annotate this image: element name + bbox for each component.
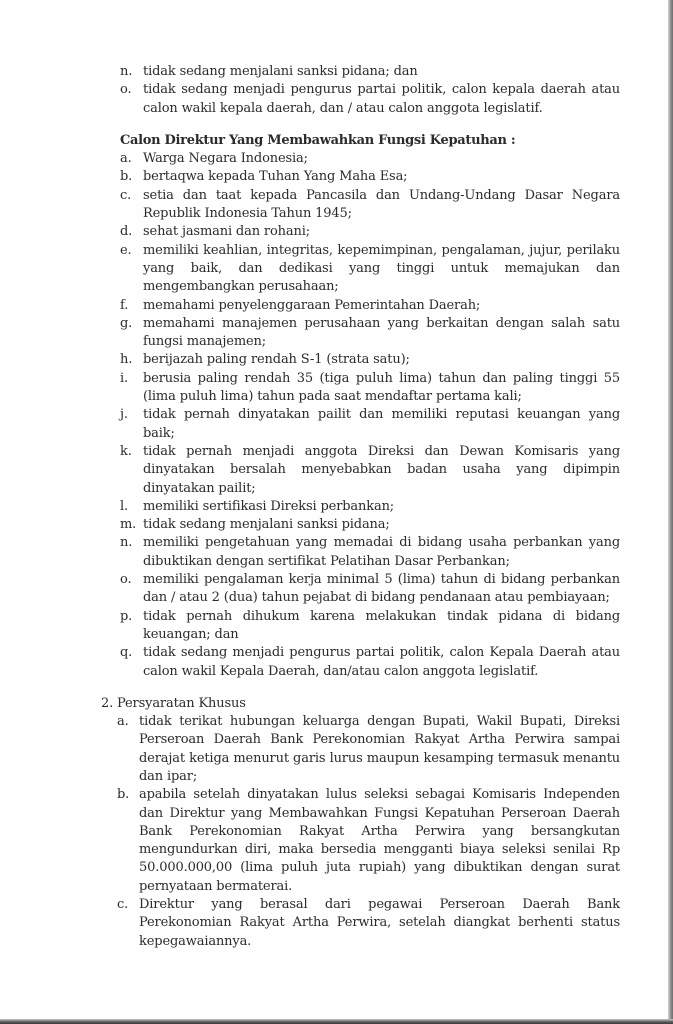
list-item-text: tidak pernah dinyatakan pailit dan memiliki reputasi keuangan yang baik;	[143, 407, 620, 441]
list-item	[120, 242, 620, 297]
section-heading-director: Calon Direktur Yang Membawahkan Fungsi Kepatuhan :	[120, 132, 516, 148]
list-item-text: tidak pernah dihukum karena melakukan tindak pidana di bidang keuangan; dan	[143, 608, 620, 642]
list-item-text: tidak sedang menjadi pengurus partai politik, calon Kepala Daerah atau calon wakil Kepala Daerah, dan/atau calon anggota legislatif.	[143, 645, 620, 679]
list-item-label: f.	[120, 297, 129, 313]
scan-edge-right	[668, 0, 673, 1024]
list-item-text: sehat jasmani dan rohani;	[143, 224, 310, 240]
list-item	[120, 498, 620, 516]
list-item-label: m.	[120, 517, 137, 533]
list-item	[120, 351, 620, 369]
list-item-text: memiliki keahlian, integritas, kepemimpinan, pengalaman, jujur, perilaku yang baik, dan dedikasi yang tinggi untuk memajukan dan mengembangkan perusahaan;	[143, 242, 620, 295]
list-item-text: berusia paling rendah 35 (tiga puluh lima) tahun dan paling tinggi 55 (lima puluh lima) tahun pada saat mendaftar pertama kali;	[143, 370, 620, 405]
special-requirements-list	[117, 713, 620, 951]
list-item	[120, 644, 620, 681]
list-item	[120, 297, 620, 315]
list-item-label: n.	[120, 64, 133, 79]
list-item	[120, 187, 620, 224]
list-item	[117, 713, 620, 786]
list-item-label: c.	[117, 897, 129, 913]
list-item-label: b.	[117, 787, 130, 803]
list-item-label: l.	[120, 498, 128, 514]
director-requirements-list	[120, 150, 620, 681]
list-item	[120, 223, 620, 241]
list-item-label: e.	[120, 242, 132, 258]
section-title	[101, 695, 620, 713]
page-content	[0, 63, 673, 951]
list-item-label: n.	[120, 535, 133, 551]
list-item-text: memiliki pengetahuan yang memadai di bidang usaha perbankan yang dibuktikan dengan sertifikat Pelatihan Dasar Perbankan;	[143, 535, 620, 569]
list-item-label: j.	[120, 407, 128, 423]
list-item	[117, 786, 620, 896]
list-item	[120, 81, 620, 118]
list-item-label: q.	[120, 645, 133, 661]
list-item	[120, 168, 620, 186]
list-item	[120, 63, 620, 81]
list-item-text: memahami penyelenggaraan Pemerintahan Daerah;	[143, 297, 481, 313]
list-item-label: k.	[120, 443, 132, 459]
list-item	[120, 315, 620, 352]
list-item	[120, 571, 620, 608]
list-item-text: apabila setelah dinyatakan lulus seleksi sebagai Komisaris Independen dan Direktur yang Membawahkan Fungsi Kepatuhan Perseroan Daerah Bank Perekonomian Rakyat Artha Perwira yang bersangkutan mengundurkan diri, maka bersedia mengganti biaya seleksi senilai Rp 50.000.000,00 (lima puluh juta rupiah) yang dibuktikan dengan surat pernyataan bermaterai.	[139, 787, 620, 894]
list-item	[120, 608, 620, 645]
section-special-requirements	[101, 695, 620, 951]
list-item-label: b.	[120, 169, 133, 185]
list-item-text: bertaqwa kepada Tuhan Yang Maha Esa;	[143, 169, 408, 185]
list-item-text: memiliki sertifikasi Direksi perbankan;	[143, 498, 395, 514]
section-title-text: Persyaratan Khusus	[117, 695, 246, 711]
list-item-text: berijazah paling rendah S-1 (strata satu);	[143, 352, 410, 368]
list-item-text: tidak sedang menjalani sanksi pidana;	[143, 517, 390, 533]
list-item-label: h.	[120, 352, 133, 368]
list-item-text: tidak pernah menjadi anggota Direksi dan Dewan Komisaris yang dinyatakan bersalah menyebabkan badan usaha yang dipimpin dinyatakan pailit;	[143, 443, 620, 496]
list-item-label: a.	[120, 151, 132, 167]
list-item	[120, 534, 620, 571]
list-item-text: tidak sedang menjalani sanksi pidana; dan	[143, 64, 418, 79]
list-item	[120, 443, 620, 498]
list-item-text: tidak terikat hubungan keluarga dengan Bupati, Wakil Bupati, Direksi Perseroan Daerah Bank Perekonomian Rakyat Artha Perwira sampai derajat ketiga menurut garis lurus maupun kesamping termasuk menantu dan ipar;	[139, 714, 620, 784]
list-item-text: setia dan taat kepada Pancasila dan Undang-Undang Dasar Negara Republik Indonesia Tahun 1945;	[143, 187, 620, 222]
list-item-text: Warga Negara Indonesia;	[143, 151, 308, 167]
list-item-label: a.	[117, 714, 129, 730]
list-item	[120, 370, 620, 407]
continued-requirements-list	[120, 63, 620, 118]
list-item-label: p.	[120, 608, 133, 624]
list-item	[120, 406, 620, 443]
list-item	[117, 896, 620, 951]
list-item-label: g.	[120, 315, 133, 331]
list-item	[120, 516, 620, 534]
list-item-label: o.	[120, 82, 132, 98]
list-item-text: tidak sedang menjadi pengurus partai politik, calon kepala daerah atau calon wakil kepala daerah, dan / atau calon anggota legislatif.	[143, 82, 620, 116]
list-item	[120, 150, 620, 168]
list-item-label: d.	[120, 224, 133, 240]
section-number: 2.	[101, 695, 114, 711]
list-item-text: memahami manajemen perusahaan yang berkaitan dengan salah satu fungsi manajemen;	[143, 315, 620, 350]
list-item-text: Direktur yang berasal dari pegawai Perseroan Daerah Bank Perekonomian Rakyat Artha Perwira, setelah diangkat berhenti status kepegawaiannya.	[139, 897, 620, 949]
scan-edge-bottom	[0, 1019, 673, 1024]
list-item-label: o.	[120, 572, 132, 588]
list-item-label: c.	[120, 187, 132, 203]
list-item-label: i.	[120, 370, 128, 386]
list-item-text: memiliki pengalaman kerja minimal 5 (lima) tahun di bidang perbankan dan / atau 2 (dua) tahun pejabat di bidang pendanaan atau pembiayaan;	[143, 572, 620, 606]
